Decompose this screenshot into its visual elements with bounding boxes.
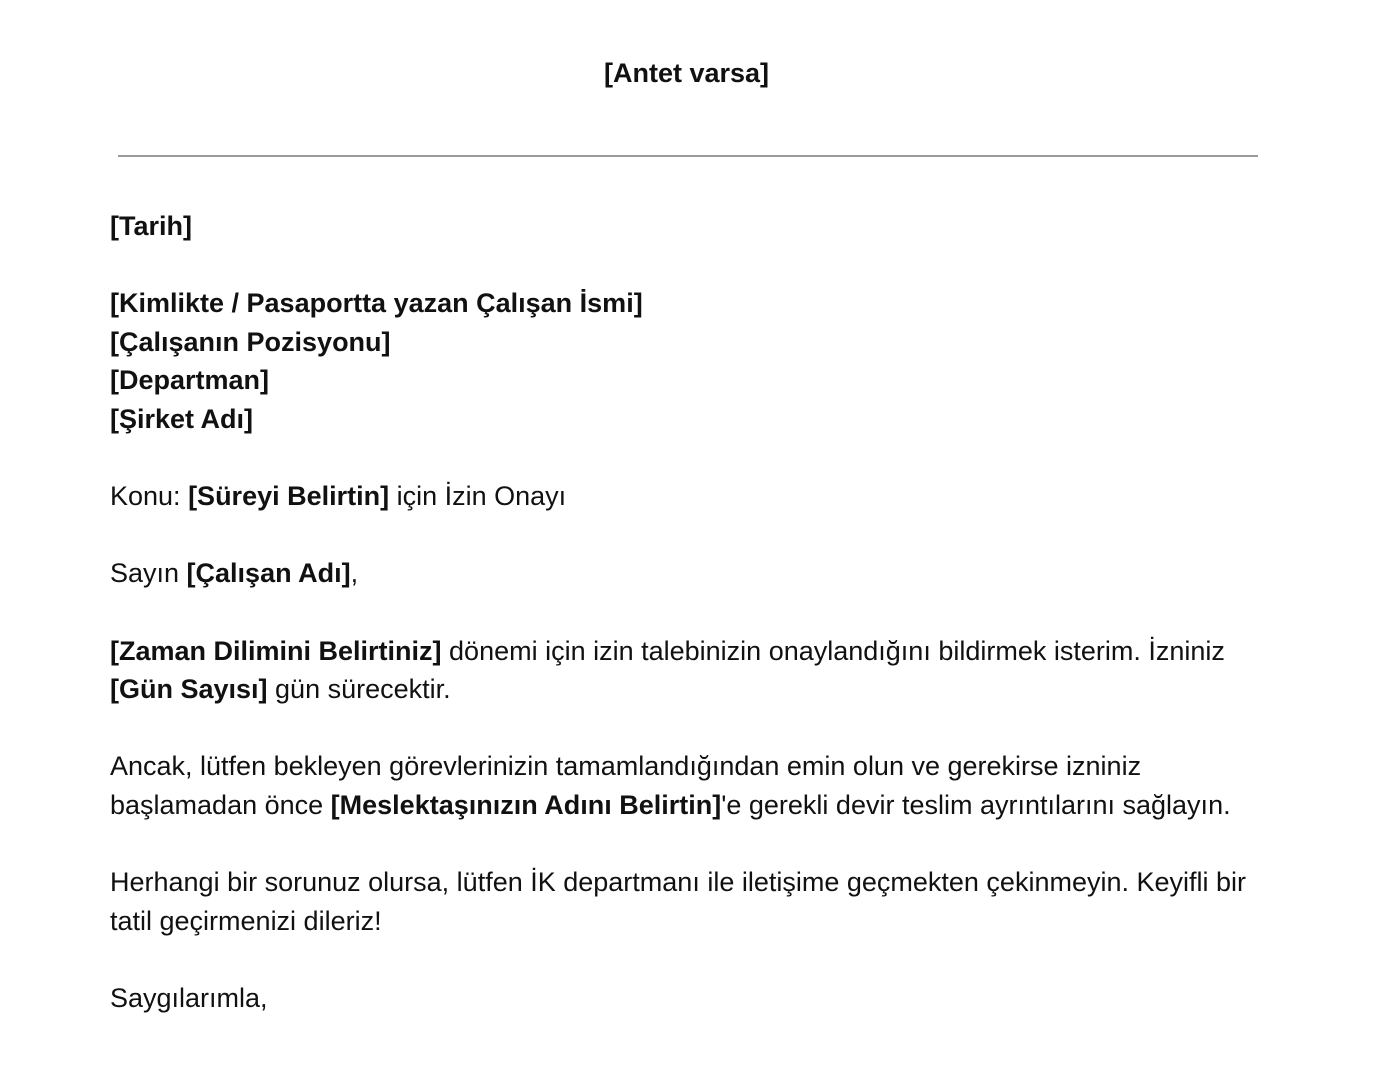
paragraph-contact: Herhangi bir sorunuz olursa, lütfen İK departmanı ile iletişime geçmekten çekinmeyin. Keyifli bir tatil geçirmenizi dileriz! xyxy=(110,867,1247,936)
letterhead: [Antet varsa] xyxy=(603,58,770,88)
subject-prefix: Konu: xyxy=(110,481,189,512)
period-placeholder: [Zaman Dilimini Belirtiniz] xyxy=(110,635,442,666)
subject-suffix: için İzin Onayı xyxy=(389,481,567,512)
salutation-suffix: , xyxy=(350,558,359,589)
handover-text-1: Ancak, lütfen bekleyen görevlerinizin tamamlandığından emin olun ve gerekirse izniniz başlamadan önce xyxy=(110,751,1142,820)
handover-text-2: 'e gerekli devir teslim ayrıntılarını sağlayın. xyxy=(721,789,1231,820)
salutation xyxy=(110,554,1270,593)
recipient-position: [Çalışanın Pozisyonu] xyxy=(110,326,391,357)
recipient-address xyxy=(110,284,1270,438)
approval-text-2: gün sürecektir. xyxy=(267,674,451,705)
paragraph-approval xyxy=(110,632,1270,709)
header-divider xyxy=(118,155,1258,157)
days-placeholder: [Gün Sayısı] xyxy=(110,674,268,705)
letter-body xyxy=(110,207,1270,1056)
approval-text-1: dönemi için izin talebinizin onaylandığını bildirmek isterim. İzniniz xyxy=(441,635,1225,666)
recipient-company: [Şirket Adı] xyxy=(110,403,254,434)
date-placeholder: [Tarih] xyxy=(110,211,192,241)
closing: Saygılarımla, xyxy=(110,982,268,1013)
subject-line xyxy=(110,477,1270,516)
colleague-placeholder: [Meslektaşınızın Adını Belirtin] xyxy=(330,789,722,820)
recipient-department: [Departman] xyxy=(110,365,270,396)
date-block xyxy=(110,207,1270,246)
salutation-name: [Çalışan Adı] xyxy=(186,558,351,589)
paragraph-handover xyxy=(110,747,1270,824)
salutation-prefix: Sayın xyxy=(110,558,187,589)
recipient-name: [Kimlikte / Pasaportta yazan Çalışan İsmi] xyxy=(110,288,643,319)
subject-duration: [Süreyi Belirtin] xyxy=(188,481,390,512)
